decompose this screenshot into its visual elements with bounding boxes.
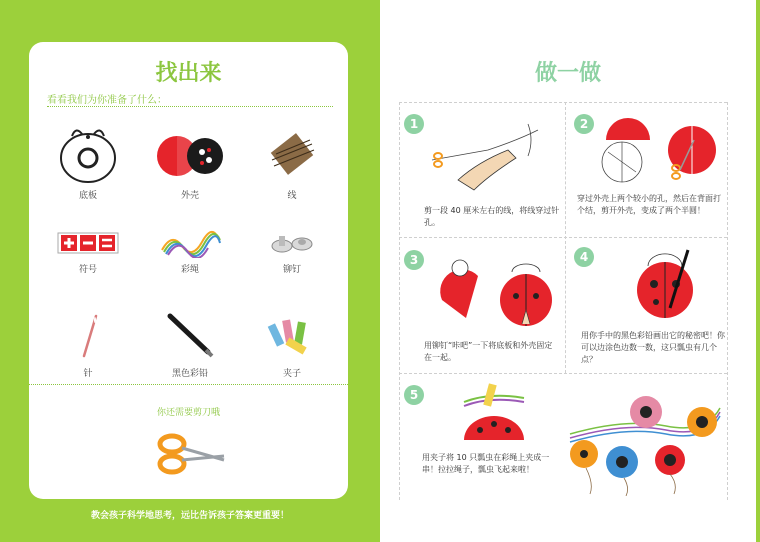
right-edge-strip bbox=[756, 0, 760, 542]
material-black-pencil bbox=[150, 310, 230, 400]
material-label: 线 bbox=[287, 191, 297, 201]
material-shell bbox=[150, 122, 230, 212]
material-label: 黑色彩铅 bbox=[171, 369, 208, 379]
step-3-badge: 3 bbox=[404, 250, 424, 270]
frame-line bbox=[399, 102, 400, 500]
step-5-text: 用夹子将 10 只瓢虫在彩绳上夹成一串！拉拉绳子，瓢虫飞起来啦！ bbox=[422, 453, 550, 474]
materials-title: 找出来 bbox=[155, 61, 222, 86]
colored-string-icon bbox=[158, 228, 222, 258]
material-label: 彩绳 bbox=[180, 265, 199, 275]
step-4-badge: 4 bbox=[574, 247, 594, 267]
needle-icon bbox=[58, 310, 118, 362]
footer-text: 教会孩子科学地思考，远比告诉孩子答案更重要！ bbox=[90, 511, 289, 521]
material-label: 外壳 bbox=[180, 191, 199, 201]
material-label: 针 bbox=[83, 369, 93, 379]
frame-line bbox=[399, 373, 727, 374]
step-1-badge: 1 bbox=[404, 114, 424, 134]
material-rivet bbox=[252, 228, 332, 318]
scissors-icon bbox=[156, 430, 226, 476]
scissors-note: 你还需要剪刀哦 bbox=[156, 408, 220, 418]
frame-line bbox=[727, 102, 728, 500]
frame-line bbox=[565, 102, 566, 373]
step-2-badge: 2 bbox=[574, 114, 594, 134]
frame-line bbox=[399, 102, 727, 103]
black-pencil-icon bbox=[160, 310, 220, 362]
thread-icon bbox=[262, 122, 322, 184]
material-label: 底板 bbox=[78, 191, 97, 201]
materials-subtitle: 看看我们为你准备了什么： bbox=[47, 95, 167, 106]
material-label: 夹子 bbox=[282, 369, 301, 379]
step-3-text: 用铆钉“咔吧”一下将底板和外壳固定在一起。 bbox=[424, 341, 553, 362]
note-divider bbox=[29, 384, 348, 385]
material-thread bbox=[252, 122, 332, 212]
step-5-badge: 5 bbox=[404, 385, 424, 405]
step-4-text: 用你手中的黑色彩铅画出它的秘密吧！你可以边涂色边数一数，这只瓢虫有几个点？ bbox=[581, 331, 725, 364]
clip-icon bbox=[262, 310, 322, 362]
rivet-icon bbox=[262, 228, 322, 258]
ladybug-shell-icon bbox=[155, 122, 225, 184]
material-label: 符号 bbox=[78, 265, 97, 275]
step-2-text: 穿过外壳上两个较小的孔，然后在背面打个结，剪开外壳，变成了两个半圆！ bbox=[577, 194, 721, 215]
step-2-illustration bbox=[596, 112, 722, 188]
step-1-illustration bbox=[428, 120, 554, 192]
material-base-board bbox=[48, 122, 128, 212]
step-5-ladybug-clip bbox=[460, 380, 530, 446]
step-1-text: 剪一段 40 厘米左右的线，将线穿过针孔。 bbox=[424, 206, 560, 227]
right-page bbox=[380, 0, 760, 542]
step-5-ladybug-garland bbox=[566, 388, 722, 496]
subtitle-divider bbox=[47, 106, 333, 107]
material-label: 铆钉 bbox=[282, 265, 301, 275]
step-3-illustration bbox=[432, 250, 560, 330]
material-colored-string bbox=[150, 228, 230, 318]
material-needle bbox=[48, 310, 128, 400]
material-clip bbox=[252, 310, 332, 400]
material-symbols bbox=[48, 228, 128, 318]
frame-line bbox=[399, 237, 727, 238]
steps-title: 做一做 bbox=[534, 61, 601, 86]
base-board-icon bbox=[58, 122, 118, 184]
materials-card bbox=[29, 42, 348, 499]
symbols-icon bbox=[56, 228, 120, 258]
step-4-illustration bbox=[626, 244, 706, 322]
